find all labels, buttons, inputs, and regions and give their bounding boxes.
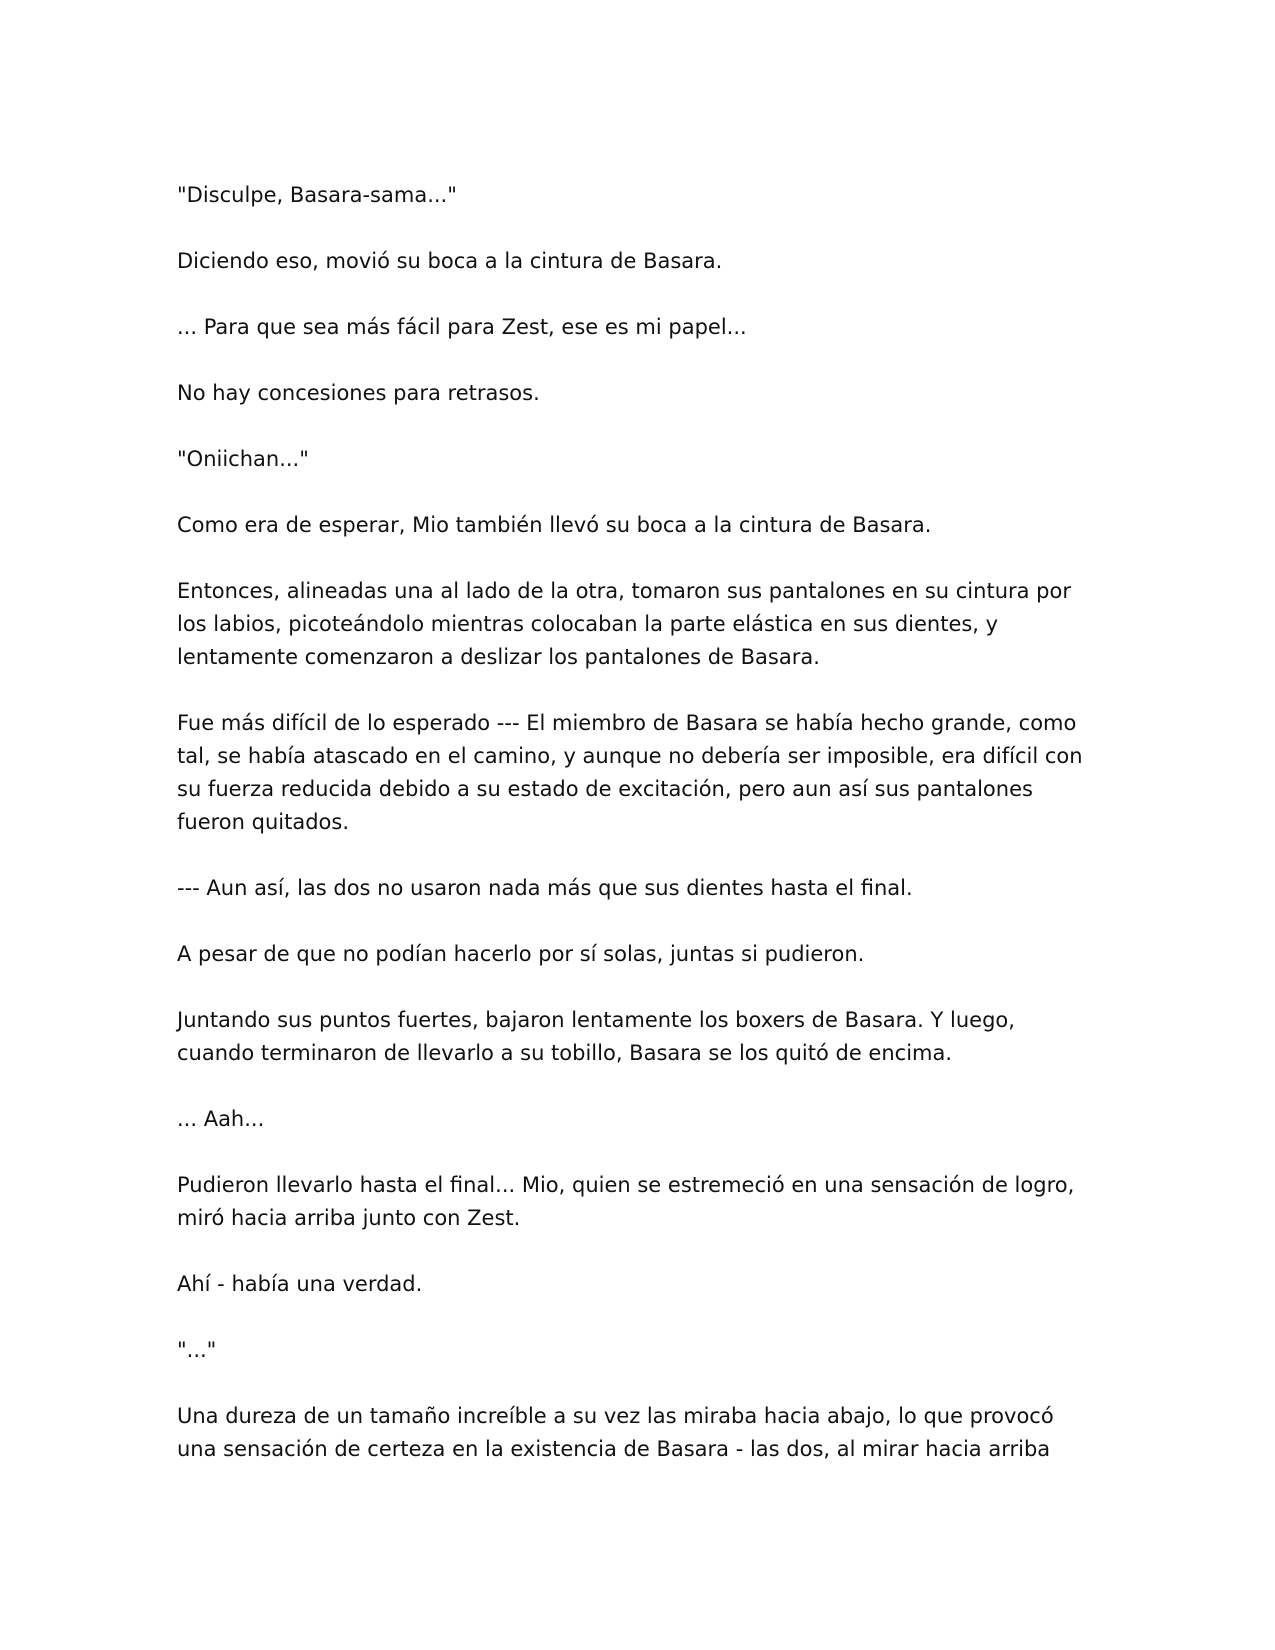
paragraph-2: Diciendo eso, movió su boca a la cintura de Basara. [177,249,723,273]
paragraph-15: "..." [177,1338,217,1362]
paragraph-6: Como era de esperar, Mio también llevó su boca a la cintura de Basara. [177,513,932,537]
paragraph-11: Juntando sus puntos fuertes, bajaron lentamente los boxers de Basara. Y luego, cuando terminaron de llevarlo a su tobillo, Basara se los quitó de encima. [177,1008,1015,1065]
paragraph-5: "Oniichan..." [177,447,309,471]
paragraph-1: "Disculpe, Basara-sama..." [177,183,457,207]
paragraph-13: Pudieron llevarlo hasta el final... Mio, quien se estremeció en una sensación de logro, miró hacia arriba junto con Zest. [177,1173,1075,1230]
paragraph-7: Entonces, alineadas una al lado de la otra, tomaron sus pantalones en su cintura por los labios, picoteándolo mientras colocaban la parte elástica en sus dientes, y lentamente comenzaron a deslizar los pantalones de Basara. [177,579,1071,669]
paragraph-9: --- Aun así, las dos no usaron nada más que sus dientes hasta el final. [177,876,913,900]
paragraph-10: A pesar de que no podían hacerlo por sí solas, juntas si pudieron. [177,942,865,966]
paragraph-3: ... Para que sea más fácil para Zest, ese es mi papel... [177,315,747,339]
paragraph-12: ... Aah... [177,1107,265,1131]
paragraph-8: Fue más difícil de lo esperado --- El miembro de Basara se había hecho grande, como tal, se había atascado en el camino, y aunque no debería ser imposible, era difícil con su fuerza reducida debido a su estado de excitación, pero aun así sus pantalones fueron quitados. [177,711,1083,834]
paragraph-14: Ahí - había una verdad. [177,1272,423,1296]
document-body [177,179,1097,1466]
paragraph-4: No hay concesiones para retrasos. [177,381,540,405]
paragraph-16: Una dureza de un tamaño increíble a su vez las miraba hacia abajo, lo que provocó una sensación de certeza en la existencia de Basara - las dos, al mirar hacia arriba [177,1404,1054,1461]
